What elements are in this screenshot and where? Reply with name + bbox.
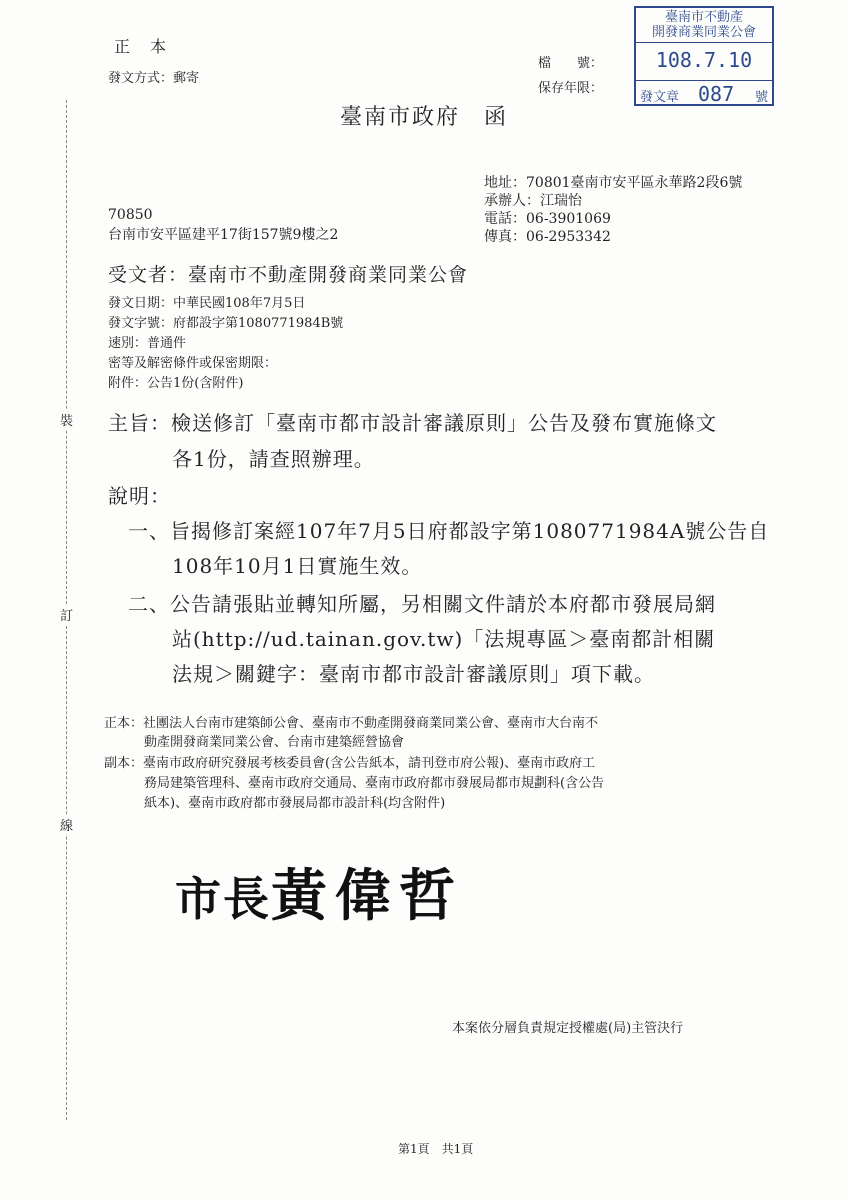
subject-line2: 各1份，請查照辦理。 bbox=[172, 447, 375, 471]
mayor-signature bbox=[175, 852, 463, 932]
original-recipients-line1: 正本：社團法人台南市建築師公會、臺南市不動產開發商業同業公會、臺南市大台南不 bbox=[104, 716, 599, 731]
document-title: 臺南市政府 函 bbox=[340, 105, 509, 130]
explanation-item2-line1: 二、公告請張貼並轉知所屬，另相關文件請於本府都市發展局網 bbox=[128, 592, 716, 616]
sender-contact: 承辦人：江瑞怡 bbox=[484, 193, 582, 209]
attachment-note: 附件：公告1份(含附件) bbox=[108, 376, 244, 391]
delivery-method: 發文方式：郵寄 bbox=[108, 71, 200, 86]
secrecy-level: 密等及解密條件或保密期限： bbox=[108, 356, 278, 371]
stamp-date: 108.7.10 bbox=[655, 48, 753, 72]
retention-label: 保存年限： bbox=[538, 81, 604, 96]
sender-phone: 電話：06-3901069 bbox=[484, 211, 611, 227]
authority-note: 本案依分層負責規定授權處(局)主管決行 bbox=[452, 1021, 684, 1036]
addressee: 受文者：臺南市不動產開發商業同業公會 bbox=[108, 264, 469, 286]
issue-date: 發文日期：中華民國108年7月5日 bbox=[108, 296, 306, 311]
document-number: 發文字號：府都設字第1080771984B號 bbox=[108, 316, 344, 331]
stamp-org-line1: 臺南市不動產 bbox=[664, 10, 743, 25]
binding-mark-ding: 訂 bbox=[60, 605, 73, 624]
original-recipients-line2: 動產開發商業同業公會、台南市建築經營協會 bbox=[144, 735, 405, 750]
signature-name: 黃偉哲 bbox=[271, 863, 463, 929]
binding-mark-zhuang: 裝 bbox=[60, 410, 73, 429]
copy-type-label: 正 本 bbox=[114, 37, 169, 56]
file-number-label: 檔 號： bbox=[538, 56, 604, 71]
sender-fax: 傳真：06-2953342 bbox=[484, 229, 611, 245]
receipt-stamp bbox=[634, 6, 774, 106]
recipient-street: 台南市安平區建平17街157號9樓之2 bbox=[108, 227, 339, 243]
explanation-item1-line2: 108年10月1日實施生效。 bbox=[172, 554, 423, 578]
explanation-item2-line2: 站(http://ud.tainan.gov.tw)「法規專區＞臺南都計相關 bbox=[172, 627, 716, 651]
binding-mark-xian: 線 bbox=[60, 815, 73, 834]
subject-line1: 主旨：檢送修訂「臺南市都市設計審議原則」公告及發布實施條文 bbox=[108, 411, 717, 435]
copy-recipients-line3: 紙本)、臺南市政府都市發展局都市設計科(均含附件) bbox=[144, 796, 446, 811]
stamp-suffix: 號 bbox=[754, 90, 768, 105]
stamp-number: 087 bbox=[698, 82, 735, 106]
page-number: 第1頁 共1頁 bbox=[398, 1142, 474, 1156]
copy-recipients-line1: 副本：臺南市政府研究發展考核委員會(含公告紙本，請刊登市府公報)、臺南市政府工 bbox=[104, 756, 596, 771]
delivery-speed: 速別：普通件 bbox=[108, 336, 187, 351]
recipient-postal-code: 70850 bbox=[108, 207, 153, 223]
signature-title: 市長 bbox=[175, 872, 271, 926]
stamp-org-line2: 開發商業同業公會 bbox=[651, 25, 756, 40]
explanation-item2-line3: 法規＞關鍵字：臺南市都市設計審議原則」項下載。 bbox=[172, 662, 655, 686]
explanation-heading: 說明： bbox=[108, 484, 171, 508]
explanation-item1-line1: 一、旨揭修訂案經107年7月5日府都設字第1080771984A號公告自 bbox=[128, 519, 770, 543]
stamp-label: 發文章 bbox=[640, 90, 680, 105]
copy-recipients-line2: 務局建築管理科、臺南市政府交通局、臺南市政府都市發展局都市規劃科(含公告 bbox=[144, 776, 605, 791]
sender-address: 地址：70801臺南市安平區永華路2段6號 bbox=[484, 175, 743, 191]
